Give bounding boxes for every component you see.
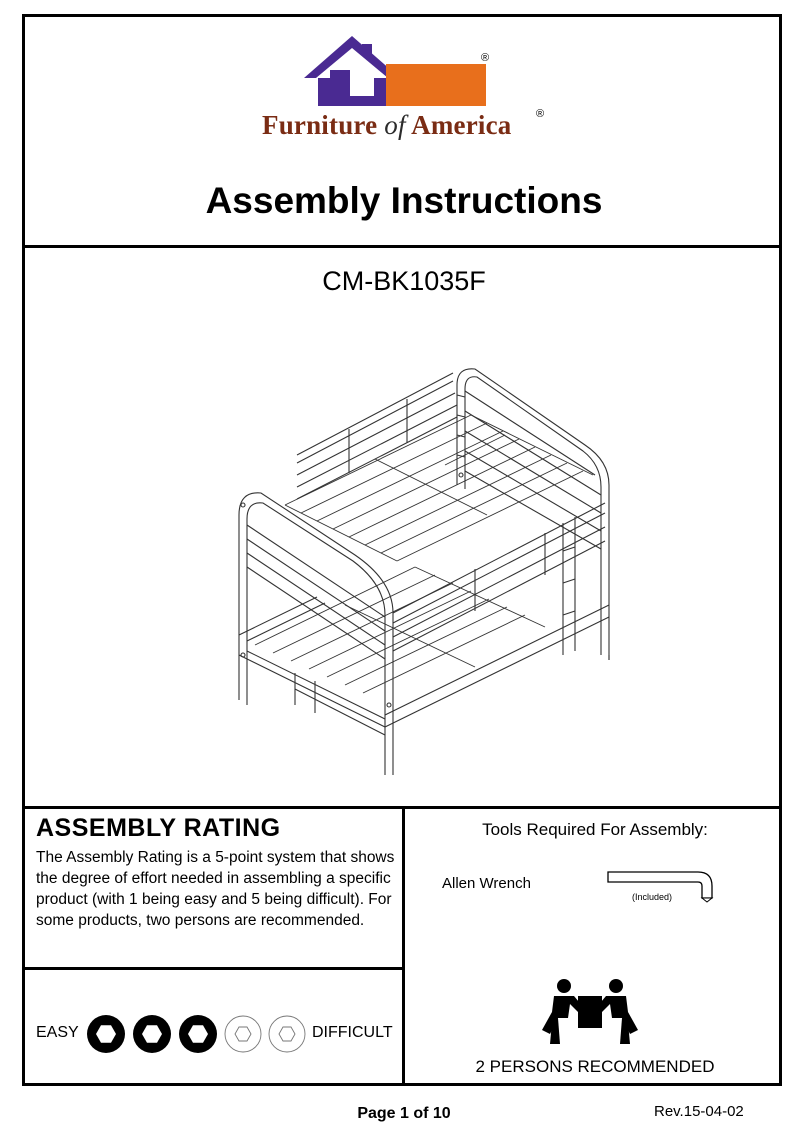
divider-vertical <box>402 806 405 1086</box>
revision-label: Rev.15-04-02 <box>654 1103 744 1120</box>
brand-word-furniture: Furniture <box>262 110 378 140</box>
rating-nut-5-icon <box>269 1016 305 1052</box>
tool-allen-wrench: Allen Wrench <box>442 875 531 892</box>
assembly-rating-description: The Assembly Rating is a 5-point system that shows the degree of effort needed in assembling a specific product (with 1 being easy and 5 being difficult). For some products, two persons are recommended. <box>36 849 395 929</box>
rating-nut-1-icon <box>87 1015 125 1053</box>
brand-name <box>262 110 552 141</box>
divider-title <box>22 245 782 248</box>
two-persons-icon <box>540 978 640 1050</box>
registered-mark-text: ® <box>536 108 545 120</box>
product-model: CM-BK1035F <box>322 266 486 296</box>
brand-logo-icon <box>300 34 490 108</box>
assembly-rating-heading: ASSEMBLY RATING <box>36 814 281 842</box>
brand-word-of: of <box>384 110 406 140</box>
rating-scale <box>86 1014 308 1056</box>
brand-word-america: America <box>411 110 512 140</box>
rating-nut-3-icon <box>179 1015 217 1053</box>
tool-included-note: (Included) <box>632 892 673 902</box>
easy-label: EASY <box>36 1024 79 1041</box>
rating-nut-2-icon <box>133 1015 171 1053</box>
registered-mark-logo: ® <box>481 52 490 64</box>
persons-recommended-label: 2 PERSONS RECOMMENDED <box>475 1057 715 1076</box>
bunk-bed-illustration <box>225 355 625 775</box>
rating-nut-4-icon <box>225 1016 261 1052</box>
page-number: Page 1 of 10 <box>357 1105 451 1122</box>
page-title: Assembly Instructions <box>205 180 603 221</box>
tools-heading: Tools Required For Assembly: <box>482 820 708 839</box>
divider-rating <box>22 967 404 970</box>
difficult-label: DIFFICULT <box>312 1024 393 1041</box>
